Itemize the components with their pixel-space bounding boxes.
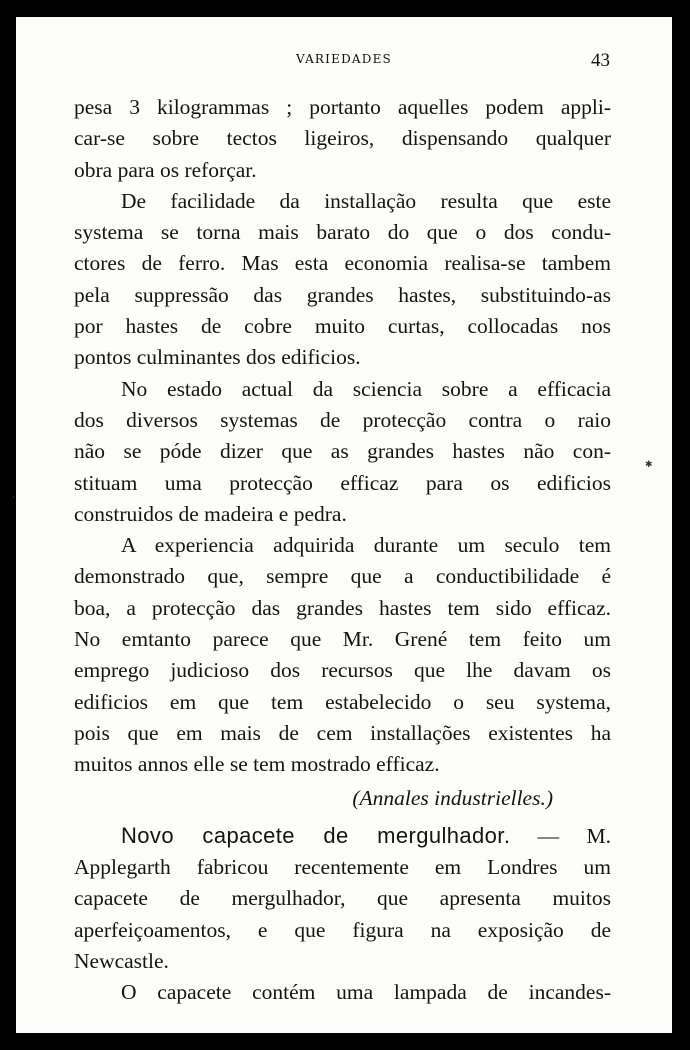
paragraph-1 — [74, 92, 611, 186]
page-number: 43 — [591, 50, 610, 71]
text-line: capacete de mergulhador, que apresenta muitos — [74, 886, 611, 911]
text-line: Newcastle. — [74, 949, 169, 974]
text-line: obra para os reforçar. — [74, 157, 257, 182]
paragraph-2 — [74, 186, 611, 374]
text-line: boa, a protecção das grandes hastes tem sido efficaz. — [74, 595, 611, 620]
text-line: Applegarth fabricou recentemente em Londres um — [74, 855, 611, 880]
paragraph-3 — [74, 374, 611, 530]
citation: (Annales industrielles.) — [352, 785, 553, 810]
paragraph-5 — [74, 820, 611, 977]
text-line: car-se sobre tectos ligeiros, dispensando qualquer — [74, 126, 611, 151]
text-line: construidos de madeira e pedra. — [74, 501, 347, 526]
text-line: A experiencia adquirida durante um seculo tem — [121, 533, 611, 558]
text-line: No emtanto parece que Mr. Grené tem feito um — [74, 627, 611, 652]
text-line: aperfeiçoamentos, e que figura na exposição de — [74, 917, 611, 942]
paragraph-6 — [74, 977, 611, 1008]
text-line: dos diversos systemas de protecção contra o raio — [74, 407, 611, 432]
section-title-tail: — M. — [510, 823, 611, 848]
ink-speck-icon: ✱ — [645, 460, 653, 470]
text-line: pois que em mais de cem installações existentes ha — [74, 720, 611, 745]
text-line: pela suppressão das grandes hastes, substituindo-as — [74, 282, 611, 307]
text-line: ctores de ferro. Mas esta economia realisa-se tambem — [74, 251, 611, 276]
text-line: não se póde dizer que as grandes hastes não con- — [74, 439, 611, 464]
text-line: muitos annos elle se tem mostrado efficaz. — [74, 752, 440, 777]
text-line: por hastes de cobre muito curtas, collocadas nos — [74, 314, 611, 339]
running-head: VARIEDADES — [296, 52, 392, 66]
ink-speck-icon: ˈ — [12, 495, 15, 506]
book-page — [12, 17, 672, 1033]
section-heading-line — [74, 820, 611, 852]
paragraph-4 — [74, 530, 611, 780]
body-text — [74, 92, 611, 1009]
text-line: O capacete contém uma lampada de incandes- — [121, 980, 611, 1005]
text-line: demonstrado que, sempre que a conductibilidade é — [74, 564, 611, 589]
text-line: edificios em que tem estabelecido o seu systema, — [74, 689, 611, 714]
text-line: systema se torna mais barato do que o dos condu- — [74, 220, 611, 245]
text-line: No estado actual da sciencia sobre a efficacia — [121, 376, 611, 401]
text-line: De facilidade da installação resulta que este — [121, 188, 611, 213]
section-title: Novo capacete de mergulhador. — [121, 822, 511, 848]
text-line: pontos culminantes dos edificios. — [74, 345, 361, 370]
page-header — [16, 50, 672, 70]
text-line: pesa 3 kilogrammas ; portanto aquelles podem appli- — [74, 95, 611, 119]
text-line: stituam uma protecção efficaz para os edificios — [74, 470, 611, 495]
text-line: emprego judicioso dos recursos que lhe davam os — [74, 658, 611, 683]
